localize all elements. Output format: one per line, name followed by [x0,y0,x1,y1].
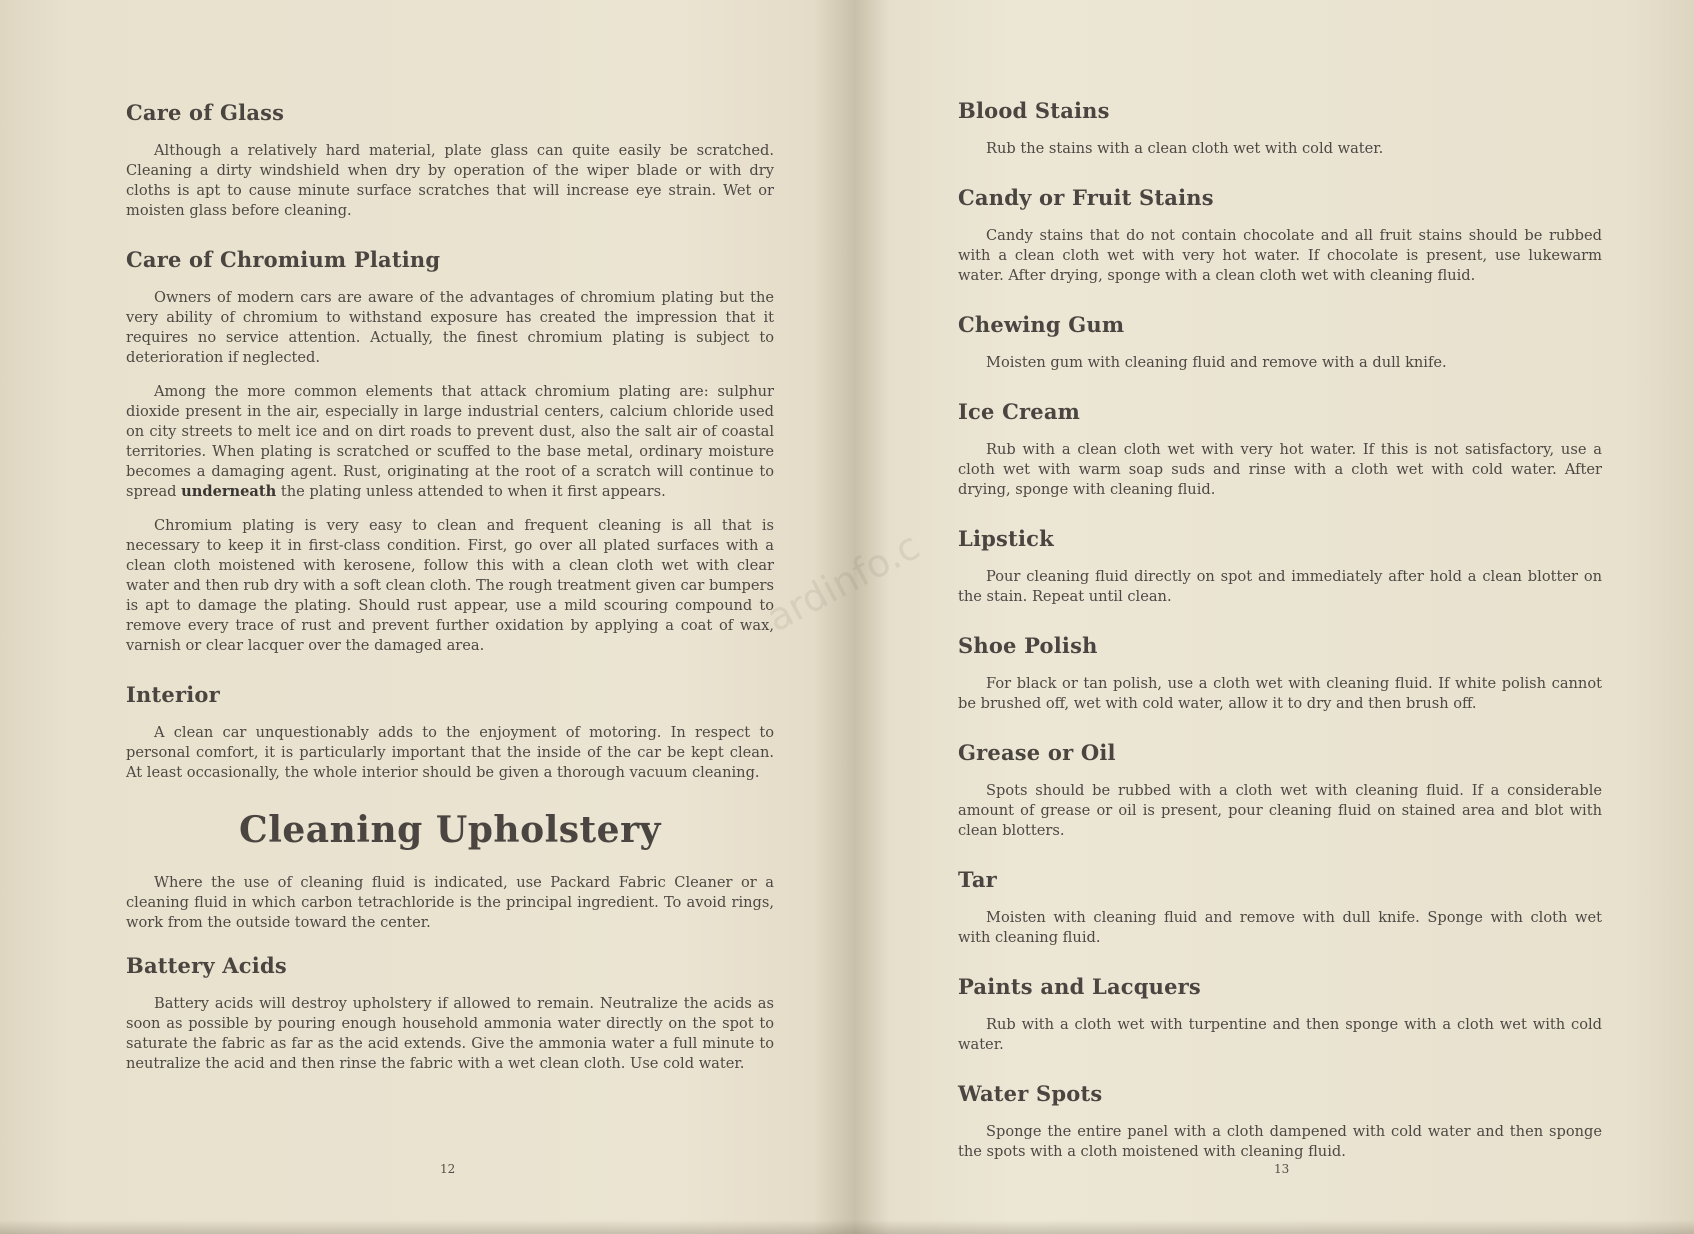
heading-battery-acids: Battery Acids [126,953,287,978]
heading-care-of-glass: Care of Glass [126,100,285,125]
bold-underneath: underneath [181,483,277,500]
paragraph-chromium-1: Owners of modern cars are aware of the advantages of chromium plating but the very ability of chromium to withstand exposure has created the impression that it requires no service attention. Actually, the finest chromium plating is subject to deterioration if neglected. [126,289,774,366]
heading-shoe-polish: Shoe Polish [958,633,1098,658]
paragraph-grease-oil: Spots should be rubbed with a cloth wet with cleaning fluid. If a considerable amount of grease or oil is present, pour cleaning fluid on stained area and blot with clean blotters. [958,782,1602,839]
heading-care-of-chromium: Care of Chromium Plating [126,247,441,272]
heading-lipstick: Lipstick [958,526,1054,551]
chromium-text-before: Among the more common elements that attack chromium plating are: sulphur dioxide present in the air, especially in large industrial centers, calcium chloride used on city streets to melt ice and on dirt roads to prevent dust, also the salt air of coastal territories. When plating is scratched or scuffed to the base metal, ordinary moisture becomes a damaging agent. Rust, originating at the root of a scratch will continue to spread [126,383,774,500]
page-number-right: 13 [1274,1162,1290,1176]
heading-chewing-gum: Chewing Gum [958,312,1125,337]
page-number-left: 12 [440,1162,456,1176]
heading-blood-stains: Blood Stains [958,98,1110,123]
paragraph-candy-fruit: Candy stains that do not contain chocolate and all fruit stains should be rubbed with a clean cloth wet with very hot water. If chocolate is present, use lukewarm water. After drying, sponge with a clean cloth wet with cleaning fluid. [958,227,1602,284]
major-heading-cleaning-upholstery: Cleaning Upholstery [239,809,661,851]
paragraph-ice-cream: Rub with a clean cloth wet with very hot water. If this is not satisfactory, use a cloth wet with warm soap suds and rinse with a cloth wet with cold water. After drying, sponge with cleaning fluid. [958,441,1602,498]
heading-water-spots: Water Spots [958,1081,1103,1106]
heading-grease-oil: Grease or Oil [958,740,1116,765]
paragraph-water-spots: Sponge the entire panel with a cloth dampened with cold water and then sponge the spots with a cloth moistened with cleaning fluid. [958,1123,1602,1160]
paragraph-upholstery-intro: Where the use of cleaning fluid is indicated, use Packard Fabric Cleaner or a cleaning fluid in which carbon tetrachloride is the principal ingredient. To avoid rings, work from the outside toward the center. [126,874,774,931]
paragraph-tar: Moisten with cleaning fluid and remove with dull knife. Sponge with cloth wet with cleaning fluid. [958,909,1602,946]
right-page [862,0,1694,1234]
paragraph-battery-acids: Battery acids will destroy upholstery if allowed to remain. Neutralize the acids as soon as possible by pouring enough household ammonia water directly on the spot to saturate the fabric as far as the acid extends. Give the ammonia water a full minute to neutralize the acid and then rinse the fabric with a wet clean cloth. Use cold water. [126,995,774,1072]
paragraph-paints-lacquers: Rub with a cloth wet with turpentine and then sponge with a cloth wet with cold water. [958,1016,1602,1053]
paragraph-lipstick: Pour cleaning fluid directly on spot and immediately after hold a clean blotter on the stain. Repeat until clean. [958,568,1602,605]
paragraph-chromium-2 [126,382,774,502]
heading-ice-cream: Ice Cream [958,399,1081,424]
chromium-text-after: the plating unless attended to when it first appears. [276,483,666,500]
paragraph-care-of-glass: Although a relatively hard material, plate glass can quite easily be scratched. Cleaning a dirty windshield when dry by operation of the wiper blade or with dry cloths is apt to cause minute surface scratches that will increase eye strain. Wet or moisten glass before cleaning. [126,142,774,219]
paragraph-blood-stains: Rub the stains with a clean cloth wet with cold water. [986,140,1384,157]
bottom-page-edge [0,1220,1694,1234]
heading-paints-lacquers: Paints and Lacquers [958,974,1201,999]
paragraph-chromium-3: Chromium plating is very easy to clean and frequent cleaning is all that is necessary to keep it in first-class condition. First, go over all plated surfaces with a clean cloth moistened with kerosene, follow this with a clean cloth wet with clear water and then rub dry with a soft clean cloth. The rough treatment given car bumpers is apt to damage the plating. Should rust appear, use a mild scouring compound to remove every trace of rust and prevent further oxidation by applying a coat of wax, varnish or clear lacquer over the damaged area. [126,517,774,654]
paragraph-chewing-gum: Moisten gum with cleaning fluid and remove with a dull knife. [986,354,1447,371]
watermark-text: ardinfo.c [759,523,927,641]
right-column [958,98,1602,1176]
heading-candy-fruit: Candy or Fruit Stains [958,185,1214,210]
heading-interior: Interior [126,682,220,707]
left-column [126,100,774,1088]
paragraph-shoe-polish: For black or tan polish, use a cloth wet with cleaning fluid. If white polish cannot be brushed off, wet with cold water, allow it to dry and then brush off. [958,675,1602,712]
heading-tar: Tar [958,867,997,892]
paragraph-interior: A clean car unquestionably adds to the enjoyment of motoring. In respect to personal comfort, it is particularly important that the inside of the car be kept clean. At least occasionally, the whole interior should be given a thorough vacuum cleaning. [126,724,774,781]
